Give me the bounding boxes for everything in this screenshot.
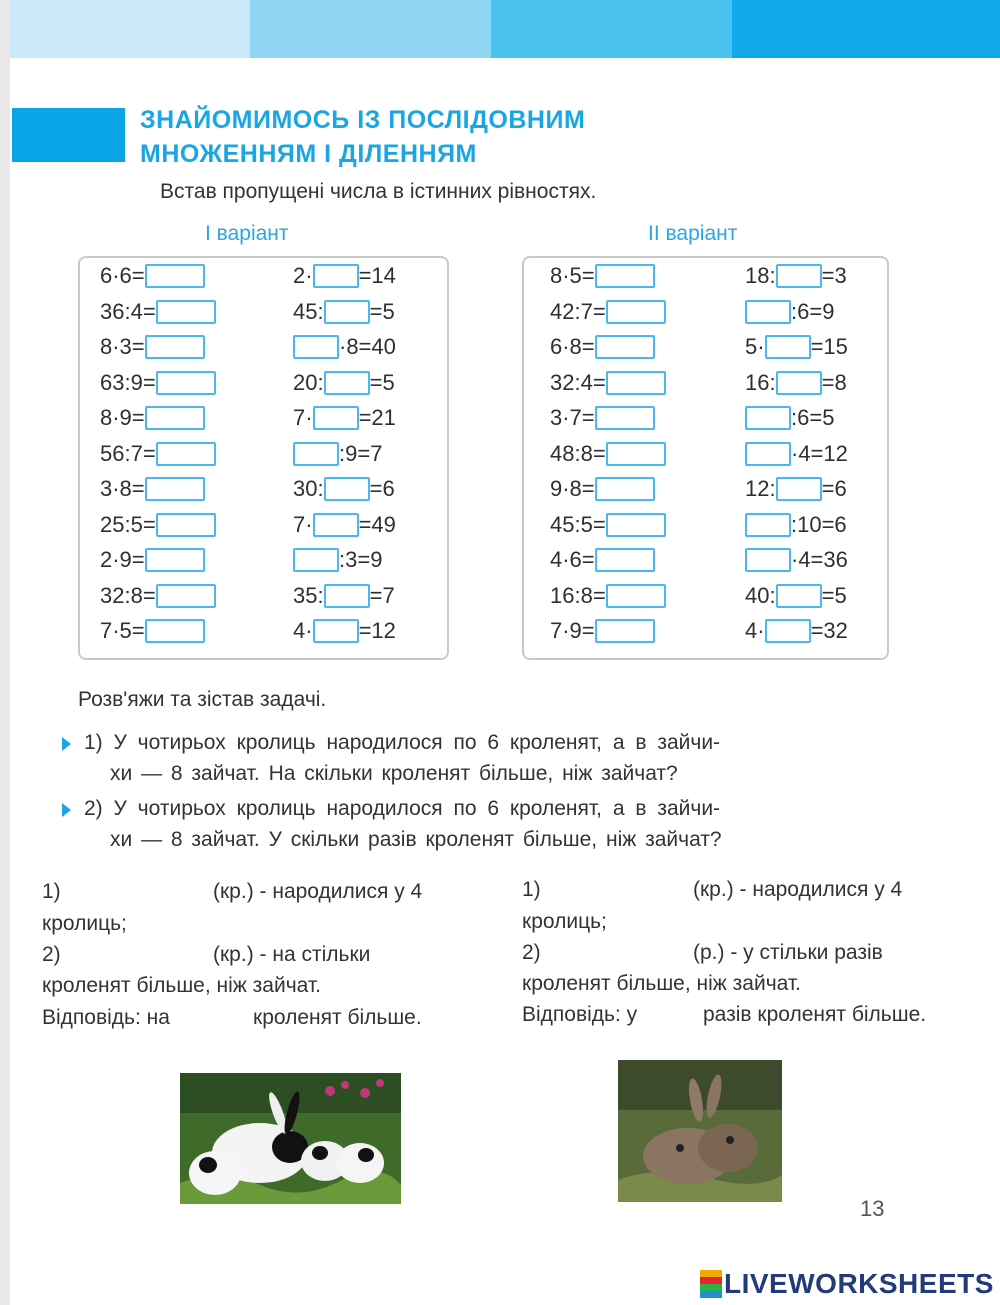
- solution2-step2-text: (р.) - у стільки разів: [693, 941, 883, 964]
- answer-input-box[interactable]: [313, 513, 359, 537]
- solution2-step1-text: (кр.) - народилися у 4: [693, 878, 903, 901]
- answer-input-box[interactable]: [156, 300, 216, 324]
- equation-right: ·8=40: [339, 334, 396, 359]
- variant2-col2-equation: [745, 440, 848, 468]
- equation-left: 25:5=: [100, 511, 156, 537]
- answer-input-box[interactable]: [606, 300, 666, 324]
- equation-left: 2·: [293, 263, 313, 288]
- task2-line1: 2) У чотирьох кролиць народилося по 6 кроленят, а в зайчи-: [84, 797, 721, 820]
- answer-input-box[interactable]: [595, 264, 655, 288]
- equation-left: 5·: [745, 334, 765, 359]
- equation-left: 4·: [293, 618, 313, 643]
- variant1-col1-equation: [100, 369, 216, 397]
- answer-input-box[interactable]: [293, 335, 339, 359]
- equation-right: :3=9: [339, 547, 383, 572]
- equation-right: =15: [810, 334, 848, 359]
- answer-input-box[interactable]: [313, 619, 359, 643]
- page-edge: [0, 0, 10, 1305]
- equation-right: =32: [810, 618, 848, 643]
- answer-input-box[interactable]: [595, 335, 655, 359]
- variant2-col2-equation: [745, 298, 834, 326]
- page-title: [140, 103, 585, 171]
- answer-input-box[interactable]: [324, 371, 370, 395]
- answer-input-box[interactable]: [156, 371, 216, 395]
- variant2-col1-equation: [550, 440, 666, 468]
- equation-left: 32:4=: [550, 369, 606, 395]
- equation-left: 35:: [293, 582, 324, 608]
- answer-input-box[interactable]: [765, 619, 811, 643]
- equation-left: 30:: [293, 476, 324, 501]
- variant1-col2-equation: [293, 404, 396, 432]
- answer-input-box[interactable]: [745, 548, 791, 572]
- solution1-step1-cont: кролиць;: [42, 912, 127, 935]
- variant1-col2-equation: [293, 475, 395, 503]
- answer-input-box[interactable]: [324, 584, 370, 608]
- answer-input-box[interactable]: [745, 300, 791, 324]
- variant2-col1-equation: [550, 475, 655, 503]
- variant1-col2-equation: [293, 298, 395, 326]
- equation-right: =7: [369, 582, 395, 608]
- equation-left: 3·7=: [550, 405, 595, 430]
- variant2-col1-equation: [550, 298, 666, 326]
- variant2-col2-equation: [745, 475, 847, 503]
- brown-rabbits-photo: [618, 1060, 782, 1202]
- variant1-col2-equation: [293, 546, 382, 574]
- equation-left: 9·8=: [550, 476, 595, 501]
- equation-left: 4·: [745, 618, 765, 643]
- answer-input-box[interactable]: [324, 300, 370, 324]
- header-bar-4: [732, 0, 1000, 58]
- variant1-col1-equation: [100, 582, 216, 610]
- equation-left: 7·: [293, 405, 313, 430]
- answer-input-box[interactable]: [145, 335, 205, 359]
- variant2-col1-equation: [550, 404, 655, 432]
- equation-left: 40:: [745, 582, 776, 608]
- equation-right: :6=9: [791, 298, 835, 324]
- equation-left: 32:8=: [100, 582, 156, 608]
- variant1-col1-equation: [100, 298, 216, 326]
- solution2-step1-cont: кролиць;: [522, 910, 607, 933]
- equation-left: 12:: [745, 476, 776, 501]
- equation-left: 3·8=: [100, 476, 145, 501]
- equation-left: 8·3=: [100, 334, 145, 359]
- answer-input-box[interactable]: [745, 406, 791, 430]
- answer-input-box[interactable]: [313, 264, 359, 288]
- answer-input-box[interactable]: [776, 371, 822, 395]
- variant1-col1-equation: [100, 617, 205, 645]
- equation-left: 16:: [745, 369, 776, 395]
- variant1-col2-equation: [293, 582, 395, 610]
- equation-left: 6·8=: [550, 334, 595, 359]
- equation-right: =49: [358, 511, 396, 537]
- answer-input-box[interactable]: [145, 619, 205, 643]
- equation-left: 45:: [293, 298, 324, 324]
- task2-arrow-icon: [62, 803, 71, 817]
- answer-input-box[interactable]: [595, 619, 655, 643]
- equation-right: =12: [358, 618, 396, 643]
- variant2-col2-equation: [745, 617, 848, 645]
- answer-input-box[interactable]: [324, 477, 370, 501]
- solution1-step1-number: 1): [42, 880, 61, 903]
- header-bar-3: [491, 0, 732, 58]
- variant1-col2-equation: [293, 440, 382, 468]
- answer-input-box[interactable]: [606, 513, 666, 537]
- answer-input-box[interactable]: [776, 584, 822, 608]
- equation-right: =5: [821, 582, 847, 608]
- solution2-answer-end: разів кроленят більше.: [703, 1003, 927, 1026]
- variant2-col1-equation: [550, 511, 666, 539]
- task1-line2: хи — 8 зайчат. На скільки кроленят більше, ніж зайчат?: [110, 762, 678, 785]
- solution2-step2-cont: кроленят більше, ніж зайчат.: [522, 972, 801, 995]
- answer-input-box[interactable]: [313, 406, 359, 430]
- equation-right: =6: [821, 476, 847, 501]
- equation-right: :6=5: [791, 405, 835, 430]
- answer-input-box[interactable]: [776, 477, 822, 501]
- answer-input-box[interactable]: [145, 406, 205, 430]
- exercise-instruction: Встав пропущені числа в істинних рівностях.: [160, 180, 597, 203]
- variant2-col2-equation: [745, 333, 848, 361]
- solution1-step2-text: (кр.) - на стільки: [213, 943, 371, 966]
- equation-right: :10=6: [791, 511, 847, 537]
- answer-input-box[interactable]: [776, 264, 822, 288]
- variant1-col2-equation: [293, 617, 396, 645]
- equation-right: =21: [358, 405, 396, 430]
- variant1-col2-equation: [293, 262, 396, 290]
- equation-right: =14: [358, 263, 396, 288]
- answer-input-box[interactable]: [606, 442, 666, 466]
- variant1-col1-equation: [100, 440, 216, 468]
- variant2-col1-equation: [550, 333, 655, 361]
- equation-left: 20:: [293, 369, 324, 395]
- variant1-col2-equation: [293, 333, 396, 361]
- liveworksheets-logo[interactable]: [700, 1266, 994, 1302]
- equation-right: =6: [369, 476, 395, 501]
- equation-left: 16:8=: [550, 582, 606, 608]
- variant2-col1-equation: [550, 262, 655, 290]
- answer-input-box[interactable]: [745, 513, 791, 537]
- equation-left: 18:: [745, 263, 776, 288]
- equation-right: =3: [821, 263, 847, 288]
- variant1-col1-equation: [100, 511, 216, 539]
- task1-arrow-icon: [62, 737, 71, 751]
- variant2-col1-equation: [550, 617, 655, 645]
- variant2-col2-equation: [745, 546, 848, 574]
- answer-input-box[interactable]: [595, 406, 655, 430]
- variant2-col1-equation: [550, 369, 666, 397]
- equation-left: 45:5=: [550, 511, 606, 537]
- answer-input-box[interactable]: [145, 477, 205, 501]
- answer-input-box[interactable]: [606, 371, 666, 395]
- variant1-label: І варіант: [205, 222, 289, 245]
- variant1-col1-equation: [100, 262, 205, 290]
- answer-input-box[interactable]: [293, 442, 339, 466]
- variant1-col1-equation: [100, 333, 205, 361]
- header-bar-2: [250, 0, 491, 58]
- equation-left: 8·9=: [100, 405, 145, 430]
- equation-right: ·4=12: [791, 440, 848, 466]
- equation-left: 7·: [293, 511, 313, 537]
- solution1-step1-text: (кр.) - народилися у 4: [213, 880, 423, 903]
- equation-left: 42:7=: [550, 298, 606, 324]
- variant2-col2-equation: [745, 582, 847, 610]
- answer-input-box[interactable]: [156, 584, 216, 608]
- variant1-col2-equation: [293, 369, 395, 397]
- equation-left: 8·5=: [550, 263, 595, 288]
- solution2-answer-start: Відповідь: у: [522, 1003, 638, 1026]
- answer-input-box[interactable]: [765, 335, 811, 359]
- variant2-col2-equation: [745, 262, 847, 290]
- page-title-line1: ЗНАЙОМИМОСЬ ІЗ ПОСЛІДОВНИМ: [140, 106, 586, 134]
- answer-input-box[interactable]: [145, 264, 205, 288]
- equation-left: 63:9=: [100, 369, 156, 395]
- equation-left: 6·6=: [100, 263, 145, 288]
- page-title-line2: МНОЖЕННЯМ І ДІЛЕННЯМ: [140, 140, 477, 168]
- liveworksheets-logo-text: LIVEWORKSHEETS: [724, 1268, 994, 1299]
- equation-left: 2·9=: [100, 547, 145, 572]
- solution2-step2-number: 2): [522, 941, 541, 964]
- equation-right: =8: [821, 369, 847, 395]
- equation-left: 7·5=: [100, 618, 145, 643]
- equation-left: 56:7=: [100, 440, 156, 466]
- white-rabbits-photo: [180, 1073, 401, 1204]
- variant1-col2-equation: [293, 511, 396, 539]
- equation-right: =5: [369, 369, 395, 395]
- answer-input-box[interactable]: [293, 548, 339, 572]
- variant2-col1-equation: [550, 582, 666, 610]
- equation-left: 48:8=: [550, 440, 606, 466]
- equation-right: =5: [369, 298, 395, 324]
- solution2-step1-number: 1): [522, 878, 541, 901]
- equation-right: ·4=36: [791, 547, 848, 572]
- solution1-step2-cont: кроленят більше, ніж зайчат.: [42, 974, 321, 997]
- task2-line2: хи — 8 зайчат. У скільки разів кроленят більше, ніж зайчат?: [110, 828, 722, 851]
- answer-input-box[interactable]: [745, 442, 791, 466]
- answer-input-box[interactable]: [156, 513, 216, 537]
- variant1-col1-equation: [100, 404, 205, 432]
- answer-input-box[interactable]: [595, 548, 655, 572]
- equation-left: 4·6=: [550, 547, 595, 572]
- variant1-col1-equation: [100, 475, 205, 503]
- task-intro: Розв'яжи та зістав задачі.: [78, 688, 327, 711]
- variant2-col2-equation: [745, 511, 847, 539]
- header-bar-1: [10, 0, 250, 58]
- solution1-answer-start: Відповідь: на: [42, 1006, 170, 1029]
- variant2-col1-equation: [550, 546, 655, 574]
- title-accent-block: [12, 108, 125, 162]
- equation-right: :9=7: [339, 440, 383, 466]
- task1-line1: 1) У чотирьох кролиць народилося по 6 кроленят, а в зайчи-: [84, 731, 721, 754]
- variant2-col2-equation: [745, 369, 847, 397]
- answer-input-box[interactable]: [595, 477, 655, 501]
- page-number: 13: [860, 1196, 885, 1221]
- solution1-step2-number: 2): [42, 943, 61, 966]
- variant1-col1-equation: [100, 546, 205, 574]
- solution1-answer-end: кроленят більше.: [253, 1006, 422, 1029]
- equation-left: 7·9=: [550, 618, 595, 643]
- answer-input-box[interactable]: [606, 584, 666, 608]
- liveworksheets-logo-icon: [700, 1270, 722, 1298]
- variant2-col2-equation: [745, 404, 834, 432]
- answer-input-box[interactable]: [145, 548, 205, 572]
- variant2-label: ІІ варіант: [648, 222, 738, 245]
- equation-left: 36:4=: [100, 298, 156, 324]
- answer-input-box[interactable]: [156, 442, 216, 466]
